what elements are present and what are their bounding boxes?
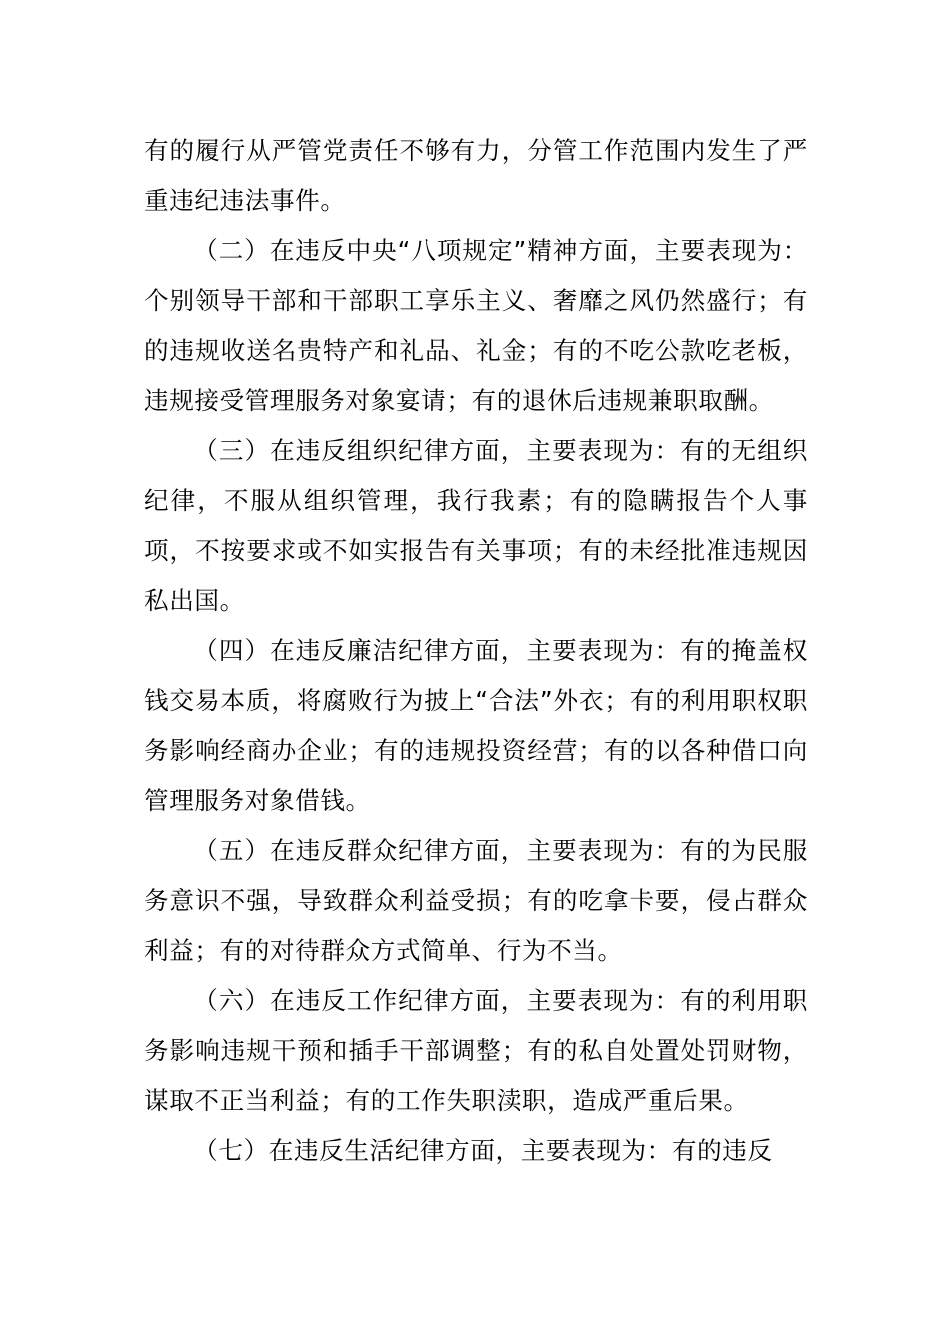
paragraph-section-4: （四）在违反廉洁纪律方面，主要表现为：有的掩盖权钱交易本质，将腐败行为披上“合法”外衣；有的利用职权职务影响经商办企业；有的违规投资经营；有的以各种借口向管理服务对象借钱。 [144, 636, 808, 815]
paragraph-section-5: （五）在违反群众纪律方面，主要表现为：有的为民服务意识不强，导致群众利益受损；有的吃拿卡要，侵占群众利益；有的对待群众方式简单、行为不当。 [144, 836, 808, 965]
paragraph-continuation: 有的履行从严管党责任不够有力，分管工作范围内发生了严重违纪违法事件。 [144, 136, 808, 215]
paragraph-section-3: （三）在违反组织纪律方面，主要表现为：有的无组织纪律，不服从组织管理，我行我素；有的隐瞒报告个人事项，不按要求或不如实报告有关事项；有的未经批准违规因私出国。 [144, 436, 808, 615]
paragraph-section-6: （六）在违反工作纪律方面，主要表现为：有的利用职务影响违规干预和插手干部调整；有的私自处置处罚财物，谋取不正当利益；有的工作失职渎职，造成严重后果。 [144, 986, 808, 1115]
document-body [144, 126, 808, 1176]
paragraph-section-2: （二）在违反中央“八项规定”精神方面，主要表现为：个别领导干部和干部职工享乐主义、奢靡之风仍然盛行；有的违规收送名贵特产和礼品、礼金；有的不吃公款吃老板，违规接受管理服务对象宴请；有的退休后违规兼职取酬。 [144, 236, 808, 415]
paragraph-section-7: （七）在违反生活纪律方面，主要表现为：有的违反 [193, 1136, 773, 1165]
